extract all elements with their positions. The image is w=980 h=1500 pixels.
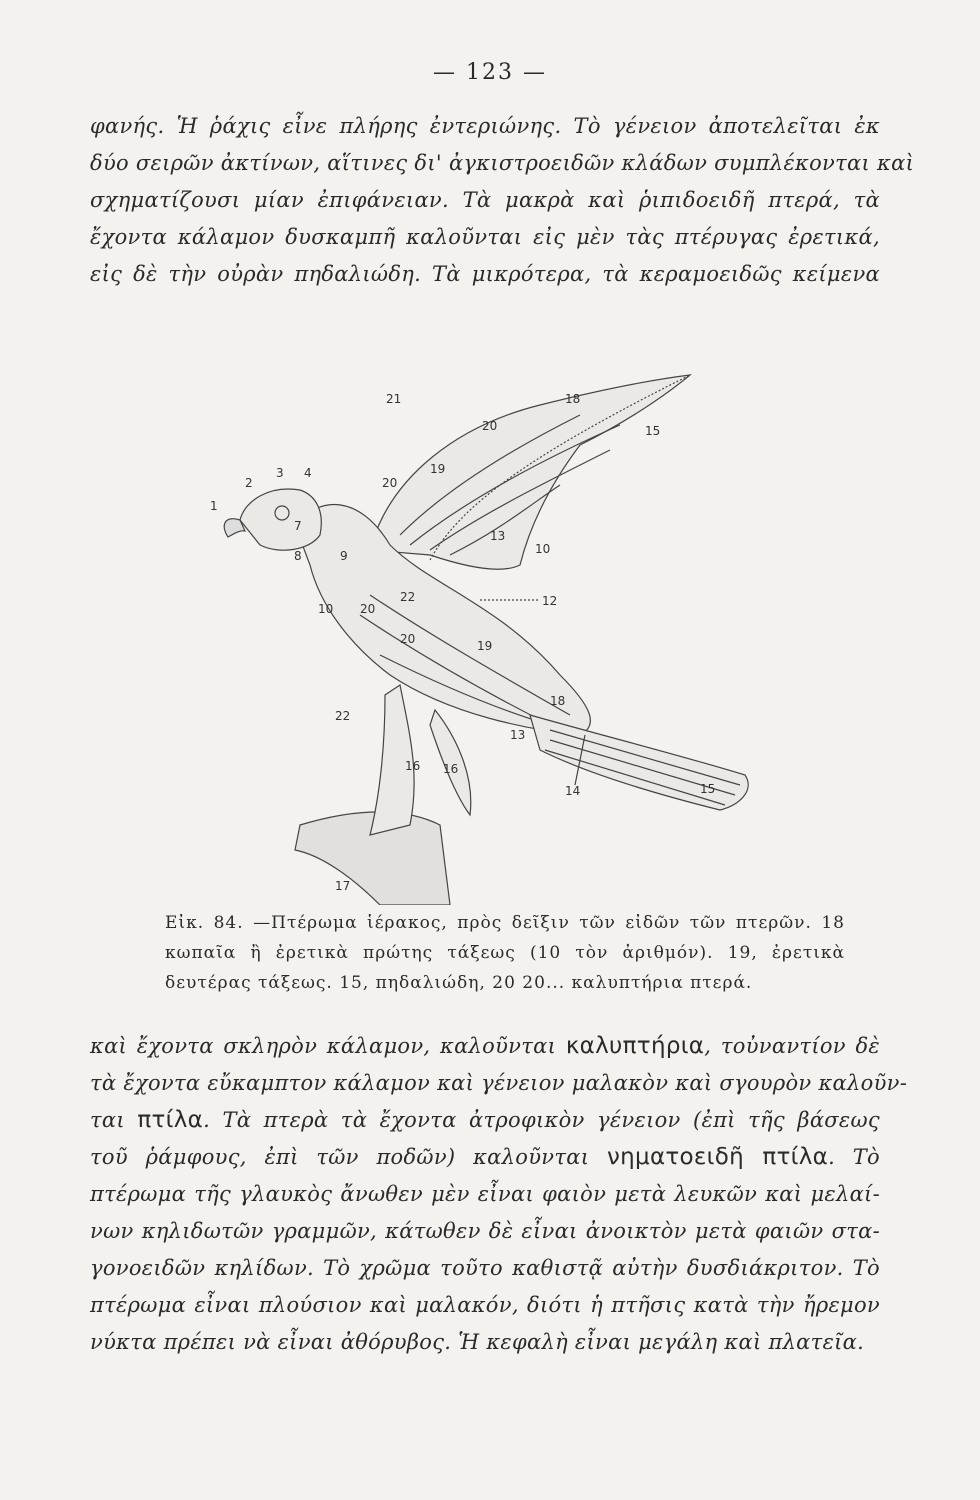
figure-caption xyxy=(165,908,845,998)
wing xyxy=(370,375,690,569)
figure-label: 10 xyxy=(535,542,551,556)
figure-label: 17 xyxy=(335,879,351,893)
figure-label: 22 xyxy=(400,590,416,604)
figure-label: 13 xyxy=(510,728,526,742)
figure-label: 20 xyxy=(382,476,398,490)
page-number: — 123 — xyxy=(433,60,547,85)
text-line: καὶ ἔχοντα σκληρὸν κάλαμον, καλοῦνται καλυπτήρια, τοὐναντίον δὲ xyxy=(90,1033,880,1059)
figure-label: 21 xyxy=(386,392,402,406)
caption-line: Εἰκ. 84. —Πτέρωμα ἱέρακος, πρὸς δεῖξιν τῶν εἰδῶν τῶν πτερῶν. 18 xyxy=(165,913,845,933)
top-paragraph xyxy=(90,108,915,293)
text-line: ἔχοντα κάλαμον δυσκαμπῆ καλοῦνται εἰς μὲν τὰς πτέρυγας ἐρετικά, xyxy=(90,225,880,249)
figure-label: 2 xyxy=(245,476,253,490)
figure-label: 16 xyxy=(443,762,459,776)
text-line: τὰ ἔχοντα εὔκαμπτον κάλαμον καὶ γένειον μαλακὸν καὶ σγουρὸν καλοῦν- xyxy=(90,1071,908,1095)
text-line: τοῦ ῥάμφους, ἐπὶ τῶν ποδῶν) καλοῦνται νηματοειδῆ πτίλα. Τὸ xyxy=(90,1144,880,1170)
figure-label: 20 xyxy=(360,602,376,616)
figure-label: 22 xyxy=(335,709,351,723)
figure-label: 4 xyxy=(304,466,312,480)
figure-label: 14 xyxy=(565,784,581,798)
figure-label: 15 xyxy=(645,424,661,438)
caption-line: δευτέρας τάξεως. 15, πηδαλιώδη, 20 20... καλυπτήρια πτερά. xyxy=(165,973,753,993)
figure-label: 19 xyxy=(430,462,446,476)
figure-label: 19 xyxy=(477,639,493,653)
text-line: σχηματίζουσι μίαν ἐπιφάνειαν. Τὰ μακρὰ καὶ ῥιπιδοειδῆ πτερά, τὰ xyxy=(90,188,880,212)
text-line: δύο σειρῶν ἀκτίνων, αἵτινες δι' ἀγκιστροειδῶν κλάδων συμπλέκονται καὶ xyxy=(90,151,915,175)
text-line: ται πτίλα. Τὰ πτερὰ τὰ ἔχοντα ἀτροφικὸν γένειον (ἐπὶ τῆς βάσεως xyxy=(90,1107,880,1133)
tail xyxy=(530,715,748,810)
figure-label: 1 xyxy=(210,499,218,513)
text-line: φανής. Ἡ ῥάχις εἶνε πλήρης ἐντεριώνης. Τὸ γένειον ἀποτελεῖται ἐκ xyxy=(90,114,880,138)
hawk-plumage-illustration xyxy=(200,355,860,905)
caption-line: κωπαῖα ἢ ἐρετικὰ πρώτης τάξεως (10 τὸν ἀριθμόν). 19, ἐρετικὰ xyxy=(165,943,845,963)
figure-label: 10 xyxy=(318,602,334,616)
text-line: νύκτα πρέπει νὰ εἶναι ἀθόρυβος. Ἡ κεφαλὴ εἶναι μεγάλη καὶ πλατεῖα. xyxy=(90,1330,865,1354)
figure-label: 3 xyxy=(276,466,284,480)
text-line: πτέρωμα τῆς γλαυκὸς ἄνωθεν μὲν εἶναι φαιὸν μετὰ λευκῶν καὶ μελαί- xyxy=(90,1182,880,1206)
figure-label: 12 xyxy=(542,594,558,608)
text-line: γονοειδῶν κηλίδων. Τὸ χρῶμα τοῦτο καθιστᾷ αὐτὴν δυσδιάκριτον. Τὸ xyxy=(90,1256,880,1280)
figure-label: 7 xyxy=(294,519,302,533)
figure-label: 9 xyxy=(340,549,348,563)
figure-label: 18 xyxy=(565,392,581,406)
figure-label: 15 xyxy=(700,782,716,796)
figure-label: 16 xyxy=(405,759,421,773)
figure-label: 18 xyxy=(550,694,566,708)
text-line: εἰς δὲ τὴν οὐρὰν πηδαλιώδη. Τὰ μικρότερα, τὰ κεραμοειδῶς κείμενα xyxy=(90,262,880,286)
figure-label: 13 xyxy=(490,529,506,543)
text-line: πτέρωμα εἶναι πλούσιον καὶ μαλακόν, διότι ἡ πτῆσις κατὰ τὴν ἤρεμον xyxy=(90,1293,880,1317)
figure-label: 8 xyxy=(294,549,302,563)
figure-label: 20 xyxy=(482,419,498,433)
figure-label: 20 xyxy=(400,632,416,646)
text-line: νων κηλιδωτῶν γραμμῶν, κάτωθεν δὲ εἶναι ἀνοικτὸν μετὰ φαιῶν στα- xyxy=(90,1219,880,1243)
bottom-paragraph xyxy=(90,1028,908,1361)
